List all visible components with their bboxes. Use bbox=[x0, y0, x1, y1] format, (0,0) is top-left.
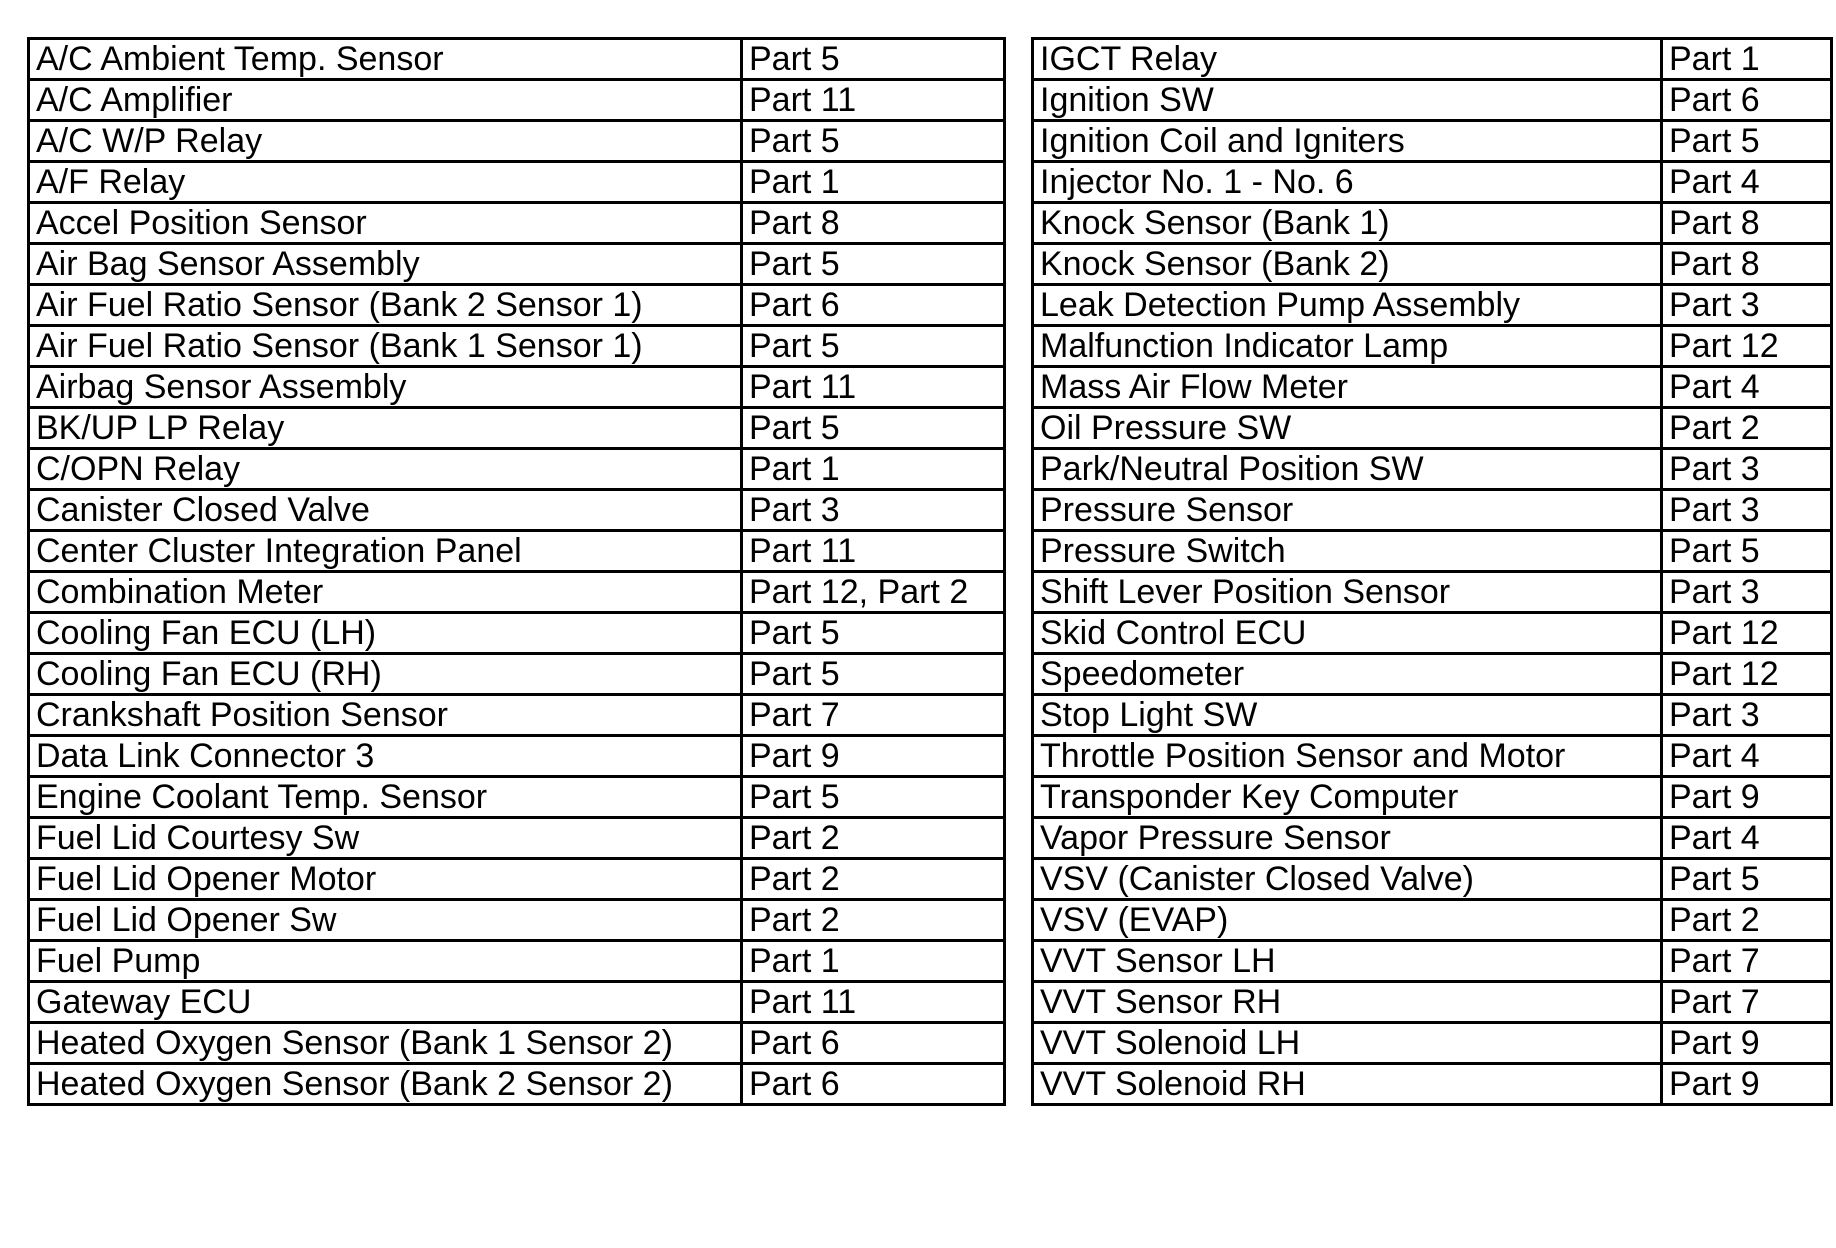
table-row bbox=[1033, 1023, 1832, 1064]
table-row bbox=[29, 449, 1005, 490]
table-row bbox=[29, 408, 1005, 449]
component-name-cell: Malfunction Indicator Lamp bbox=[1033, 326, 1662, 367]
part-reference-cell: Part 1 bbox=[742, 449, 1005, 490]
part-reference-cell: Part 3 bbox=[1662, 285, 1832, 326]
part-reference-cell: Part 12 bbox=[1662, 654, 1832, 695]
table-row bbox=[1033, 654, 1832, 695]
table-row bbox=[29, 736, 1005, 777]
table-row bbox=[1033, 1064, 1832, 1105]
table-row bbox=[1033, 449, 1832, 490]
table-row bbox=[1033, 982, 1832, 1023]
part-reference-cell: Part 8 bbox=[742, 203, 1005, 244]
table-row bbox=[29, 982, 1005, 1023]
part-reference-cell: Part 12, Part 2 bbox=[742, 572, 1005, 613]
table-row bbox=[1033, 80, 1832, 121]
table-row bbox=[29, 654, 1005, 695]
component-name-cell: Fuel Lid Opener Sw bbox=[29, 900, 742, 941]
component-name-cell: Speedometer bbox=[1033, 654, 1662, 695]
component-name-cell: Knock Sensor (Bank 1) bbox=[1033, 203, 1662, 244]
table-row bbox=[1033, 326, 1832, 367]
table-row bbox=[29, 162, 1005, 203]
table-row bbox=[29, 39, 1005, 80]
part-reference-cell: Part 12 bbox=[1662, 613, 1832, 654]
part-reference-cell: Part 5 bbox=[1662, 121, 1832, 162]
table-row bbox=[29, 859, 1005, 900]
part-reference-cell: Part 2 bbox=[742, 818, 1005, 859]
right-index-body bbox=[1033, 39, 1832, 1105]
part-reference-cell: Part 5 bbox=[1662, 859, 1832, 900]
component-name-cell: Park/Neutral Position SW bbox=[1033, 449, 1662, 490]
part-reference-cell: Part 1 bbox=[1662, 39, 1832, 80]
part-reference-cell: Part 3 bbox=[1662, 572, 1832, 613]
table-row bbox=[1033, 408, 1832, 449]
component-name-cell: Combination Meter bbox=[29, 572, 742, 613]
component-name-cell: Accel Position Sensor bbox=[29, 203, 742, 244]
component-name-cell: Stop Light SW bbox=[1033, 695, 1662, 736]
part-reference-cell: Part 5 bbox=[742, 244, 1005, 285]
part-reference-cell: Part 3 bbox=[1662, 449, 1832, 490]
table-row bbox=[1033, 490, 1832, 531]
component-name-cell: Skid Control ECU bbox=[1033, 613, 1662, 654]
table-row bbox=[29, 244, 1005, 285]
table-row bbox=[29, 695, 1005, 736]
part-reference-cell: Part 2 bbox=[742, 900, 1005, 941]
table-row bbox=[1033, 367, 1832, 408]
table-row bbox=[1033, 285, 1832, 326]
component-name-cell: Center Cluster Integration Panel bbox=[29, 531, 742, 572]
part-reference-cell: Part 9 bbox=[1662, 1023, 1832, 1064]
component-name-cell: Mass Air Flow Meter bbox=[1033, 367, 1662, 408]
component-name-cell: Air Bag Sensor Assembly bbox=[29, 244, 742, 285]
table-row bbox=[1033, 736, 1832, 777]
table-row bbox=[29, 326, 1005, 367]
table-row bbox=[1033, 39, 1832, 80]
part-reference-cell: Part 8 bbox=[1662, 203, 1832, 244]
part-reference-cell: Part 5 bbox=[742, 613, 1005, 654]
table-row bbox=[29, 367, 1005, 408]
table-row bbox=[1033, 572, 1832, 613]
component-name-cell: Cooling Fan ECU (RH) bbox=[29, 654, 742, 695]
table-row bbox=[1033, 162, 1832, 203]
part-reference-cell: Part 5 bbox=[1662, 531, 1832, 572]
component-name-cell: Fuel Pump bbox=[29, 941, 742, 982]
part-reference-cell: Part 5 bbox=[742, 654, 1005, 695]
part-reference-cell: Part 6 bbox=[742, 1064, 1005, 1105]
table-row bbox=[29, 203, 1005, 244]
component-name-cell: Transponder Key Computer bbox=[1033, 777, 1662, 818]
part-reference-cell: Part 5 bbox=[742, 326, 1005, 367]
component-name-cell: Injector No. 1 - No. 6 bbox=[1033, 162, 1662, 203]
part-reference-cell: Part 11 bbox=[742, 531, 1005, 572]
table-row bbox=[1033, 203, 1832, 244]
left-index-table bbox=[27, 37, 1006, 1106]
part-reference-cell: Part 5 bbox=[742, 408, 1005, 449]
component-name-cell: VVT Solenoid RH bbox=[1033, 1064, 1662, 1105]
table-row bbox=[29, 613, 1005, 654]
part-reference-cell: Part 9 bbox=[1662, 777, 1832, 818]
component-name-cell: Airbag Sensor Assembly bbox=[29, 367, 742, 408]
table-row bbox=[29, 1023, 1005, 1064]
part-reference-cell: Part 6 bbox=[1662, 80, 1832, 121]
component-name-cell: Knock Sensor (Bank 2) bbox=[1033, 244, 1662, 285]
table-row bbox=[1033, 531, 1832, 572]
component-name-cell: Heated Oxygen Sensor (Bank 1 Sensor 2) bbox=[29, 1023, 742, 1064]
table-row bbox=[29, 572, 1005, 613]
component-name-cell: Canister Closed Valve bbox=[29, 490, 742, 531]
component-name-cell: IGCT Relay bbox=[1033, 39, 1662, 80]
component-name-cell: BK/UP LP Relay bbox=[29, 408, 742, 449]
right-index-table bbox=[1031, 37, 1833, 1106]
table-row bbox=[29, 777, 1005, 818]
table-row bbox=[1033, 859, 1832, 900]
left-index-body bbox=[29, 39, 1005, 1105]
component-name-cell: Crankshaft Position Sensor bbox=[29, 695, 742, 736]
component-name-cell: A/F Relay bbox=[29, 162, 742, 203]
component-name-cell: Air Fuel Ratio Sensor (Bank 1 Sensor 1) bbox=[29, 326, 742, 367]
table-row bbox=[29, 285, 1005, 326]
component-name-cell: Pressure Sensor bbox=[1033, 490, 1662, 531]
table-row bbox=[1033, 900, 1832, 941]
component-name-cell: Fuel Lid Courtesy Sw bbox=[29, 818, 742, 859]
part-reference-cell: Part 5 bbox=[742, 39, 1005, 80]
part-reference-cell: Part 7 bbox=[1662, 982, 1832, 1023]
part-reference-cell: Part 2 bbox=[742, 859, 1005, 900]
component-name-cell: Throttle Position Sensor and Motor bbox=[1033, 736, 1662, 777]
part-reference-cell: Part 3 bbox=[742, 490, 1005, 531]
part-reference-cell: Part 11 bbox=[742, 367, 1005, 408]
component-name-cell: VSV (Canister Closed Valve) bbox=[1033, 859, 1662, 900]
component-name-cell: Oil Pressure SW bbox=[1033, 408, 1662, 449]
part-reference-cell: Part 4 bbox=[1662, 162, 1832, 203]
part-reference-cell: Part 5 bbox=[742, 121, 1005, 162]
component-name-cell: Pressure Switch bbox=[1033, 531, 1662, 572]
component-name-cell: VSV (EVAP) bbox=[1033, 900, 1662, 941]
part-reference-cell: Part 9 bbox=[742, 736, 1005, 777]
table-row bbox=[29, 900, 1005, 941]
part-reference-cell: Part 1 bbox=[742, 941, 1005, 982]
component-name-cell: Fuel Lid Opener Motor bbox=[29, 859, 742, 900]
part-reference-cell: Part 6 bbox=[742, 1023, 1005, 1064]
table-row bbox=[1033, 818, 1832, 859]
component-name-cell: Ignition SW bbox=[1033, 80, 1662, 121]
component-name-cell: A/C W/P Relay bbox=[29, 121, 742, 162]
part-reference-cell: Part 5 bbox=[742, 777, 1005, 818]
table-row bbox=[1033, 695, 1832, 736]
table-row bbox=[29, 818, 1005, 859]
part-reference-cell: Part 2 bbox=[1662, 408, 1832, 449]
table-row bbox=[1033, 941, 1832, 982]
component-name-cell: Ignition Coil and Igniters bbox=[1033, 121, 1662, 162]
part-reference-cell: Part 4 bbox=[1662, 367, 1832, 408]
component-name-cell: Air Fuel Ratio Sensor (Bank 2 Sensor 1) bbox=[29, 285, 742, 326]
table-row bbox=[29, 1064, 1005, 1105]
component-name-cell: Data Link Connector 3 bbox=[29, 736, 742, 777]
part-reference-cell: Part 7 bbox=[742, 695, 1005, 736]
component-name-cell: Gateway ECU bbox=[29, 982, 742, 1023]
part-reference-cell: Part 2 bbox=[1662, 900, 1832, 941]
table-row bbox=[29, 80, 1005, 121]
table-row bbox=[29, 490, 1005, 531]
component-name-cell: A/C Amplifier bbox=[29, 80, 742, 121]
component-name-cell: VVT Solenoid LH bbox=[1033, 1023, 1662, 1064]
part-reference-cell: Part 12 bbox=[1662, 326, 1832, 367]
component-index bbox=[27, 37, 1833, 1106]
table-row bbox=[1033, 613, 1832, 654]
component-name-cell: VVT Sensor RH bbox=[1033, 982, 1662, 1023]
part-reference-cell: Part 11 bbox=[742, 982, 1005, 1023]
component-name-cell: Engine Coolant Temp. Sensor bbox=[29, 777, 742, 818]
part-reference-cell: Part 4 bbox=[1662, 736, 1832, 777]
part-reference-cell: Part 3 bbox=[1662, 695, 1832, 736]
table-row bbox=[29, 121, 1005, 162]
part-reference-cell: Part 9 bbox=[1662, 1064, 1832, 1105]
component-name-cell: VVT Sensor LH bbox=[1033, 941, 1662, 982]
part-reference-cell: Part 7 bbox=[1662, 941, 1832, 982]
table-row bbox=[1033, 244, 1832, 285]
table-row bbox=[1033, 777, 1832, 818]
part-reference-cell: Part 4 bbox=[1662, 818, 1832, 859]
component-name-cell: Leak Detection Pump Assembly bbox=[1033, 285, 1662, 326]
part-reference-cell: Part 3 bbox=[1662, 490, 1832, 531]
table-row bbox=[29, 531, 1005, 572]
part-reference-cell: Part 1 bbox=[742, 162, 1005, 203]
table-row bbox=[1033, 121, 1832, 162]
table-row bbox=[29, 941, 1005, 982]
part-reference-cell: Part 11 bbox=[742, 80, 1005, 121]
component-name-cell: A/C Ambient Temp. Sensor bbox=[29, 39, 742, 80]
component-name-cell: Cooling Fan ECU (LH) bbox=[29, 613, 742, 654]
component-name-cell: Vapor Pressure Sensor bbox=[1033, 818, 1662, 859]
component-name-cell: Heated Oxygen Sensor (Bank 2 Sensor 2) bbox=[29, 1064, 742, 1105]
part-reference-cell: Part 6 bbox=[742, 285, 1005, 326]
part-reference-cell: Part 8 bbox=[1662, 244, 1832, 285]
component-name-cell: C/OPN Relay bbox=[29, 449, 742, 490]
component-name-cell: Shift Lever Position Sensor bbox=[1033, 572, 1662, 613]
